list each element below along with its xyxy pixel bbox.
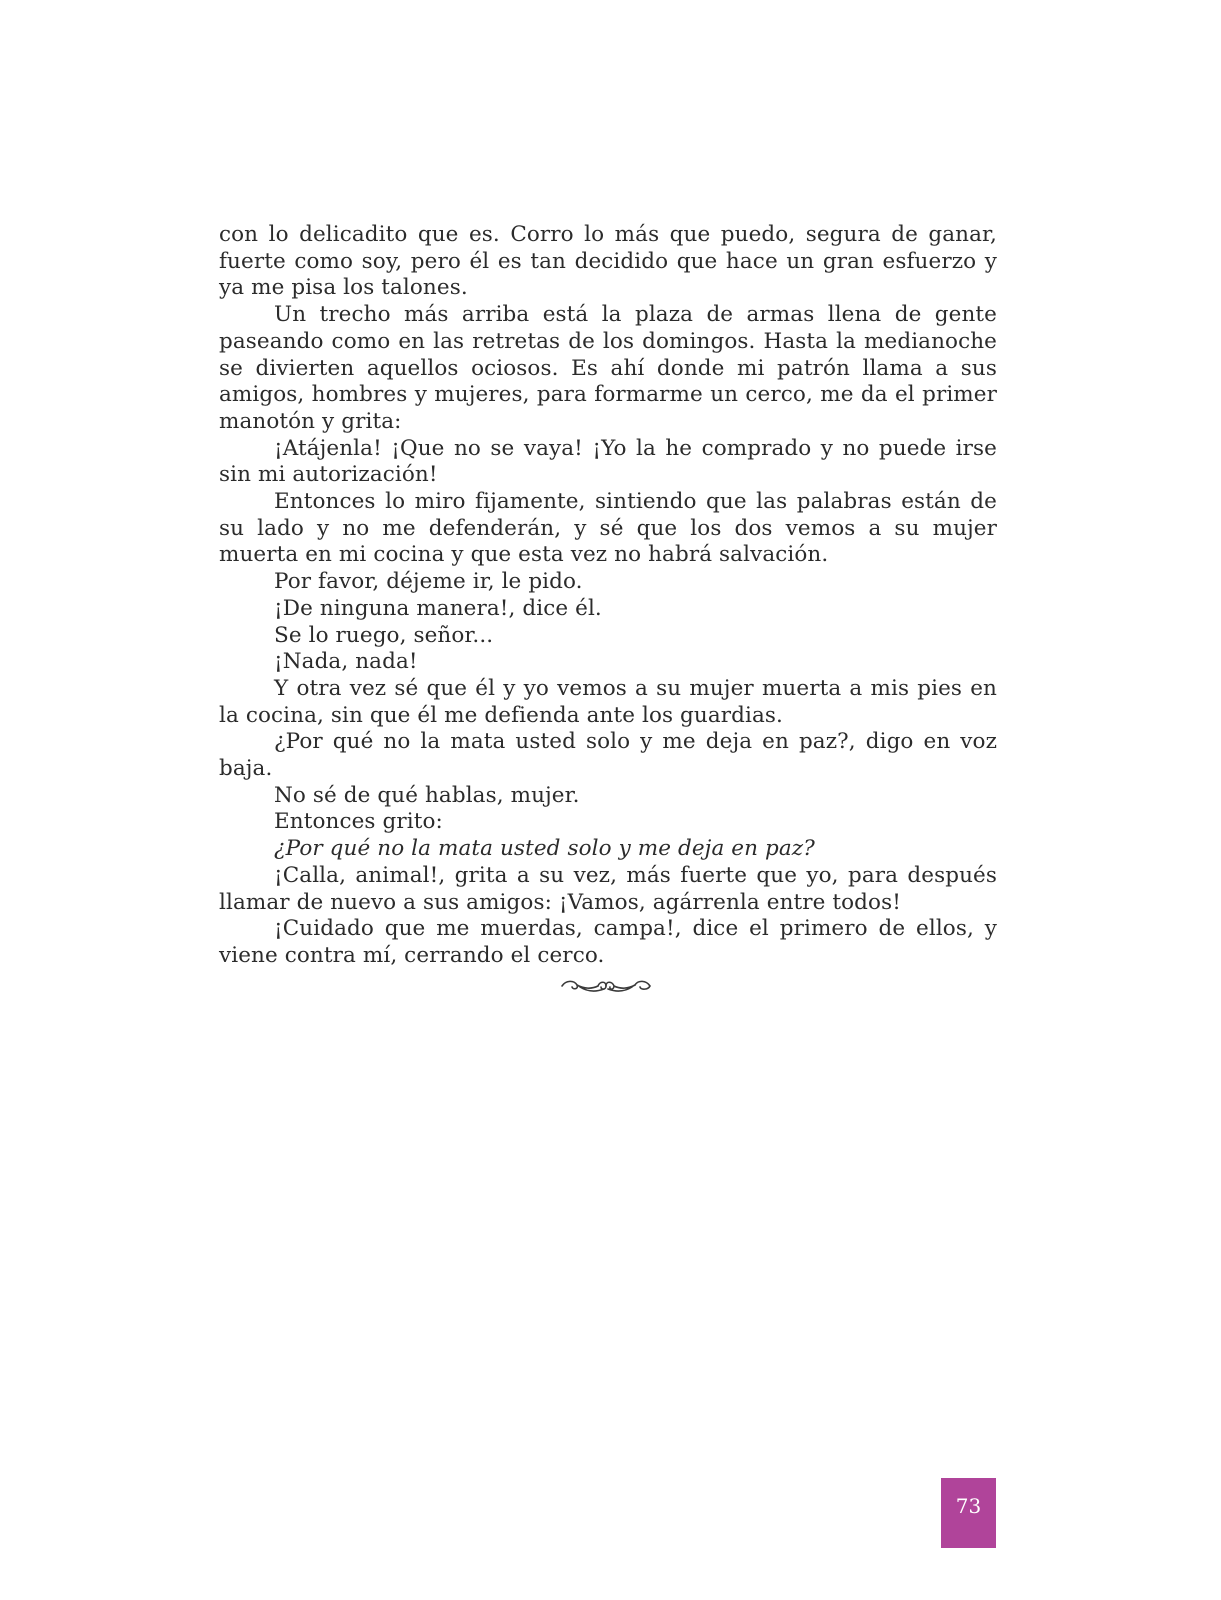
paragraph-10: ¿Por qué no la mata usted solo y me deja en paz?, digo en voz baja.: [219, 729, 997, 782]
paragraph-3: ¡Atájenla! ¡Que no se vaya! ¡Yo la he comprado y no puede irse sin mi autorización!: [219, 435, 997, 488]
paragraph-1: con lo delicadito que es. Corro lo más que puedo, segura de ganar, fuerte como soy, pero él es tan decidido que hace un gran esfuerzo y ya me pisa los talones.: [219, 222, 997, 301]
paragraph-14: ¡Calla, animal!, grita a su vez, más fuerte que yo, para después llamar de nuevo a sus amigos: ¡Vamos, agárrenla entre todos!: [219, 862, 997, 915]
paragraph-7: Se lo ruego, señor...: [274, 622, 494, 648]
body-text: [219, 222, 997, 970]
scroll-ornament-icon: [560, 975, 652, 997]
page-number-badge: [941, 1478, 996, 1548]
paragraph-6: ¡De ninguna manera!, dice él.: [274, 595, 602, 621]
paragraph-15: ¡Cuidado que me muerdas, campa!, dice el primero de ellos, y viene contra mí, cerrando el cerco.: [219, 916, 997, 968]
paragraph-2: Un trecho más arriba está la plaza de armas llena de gente paseando como en las retretas de los domingos. Hasta la medianoche se divierten aquellos ociosos. Es ahí donde mi patrón llama a sus amigos, hombres y mujeres, para formarme un cerco, me da el primer manotón y grita:: [219, 302, 997, 434]
paragraph-9: Y otra vez sé que él y yo vemos a su mujer muerta a mis pies en la cocina, sin que él me defienda ante los guardias.: [219, 675, 997, 728]
paragraph-4: Entonces lo miro fijamente, sintiendo que las palabras están de su lado y no me defenderán, y sé que los dos vemos a su mujer muerta en mi cocina y que esta vez no habrá salvación.: [219, 489, 997, 568]
paragraph-5: Por favor, déjeme ir, le pido.: [274, 569, 583, 595]
paragraph-12: Entonces grito:: [274, 809, 443, 835]
paragraph-13: ¿Por qué no la mata usted solo y me deja en paz?: [274, 836, 815, 862]
paragraph-8: ¡Nada, nada!: [274, 649, 418, 675]
paragraph-11: No sé de qué hablas, mujer.: [274, 782, 580, 808]
page-number: 73: [955, 1494, 982, 1518]
